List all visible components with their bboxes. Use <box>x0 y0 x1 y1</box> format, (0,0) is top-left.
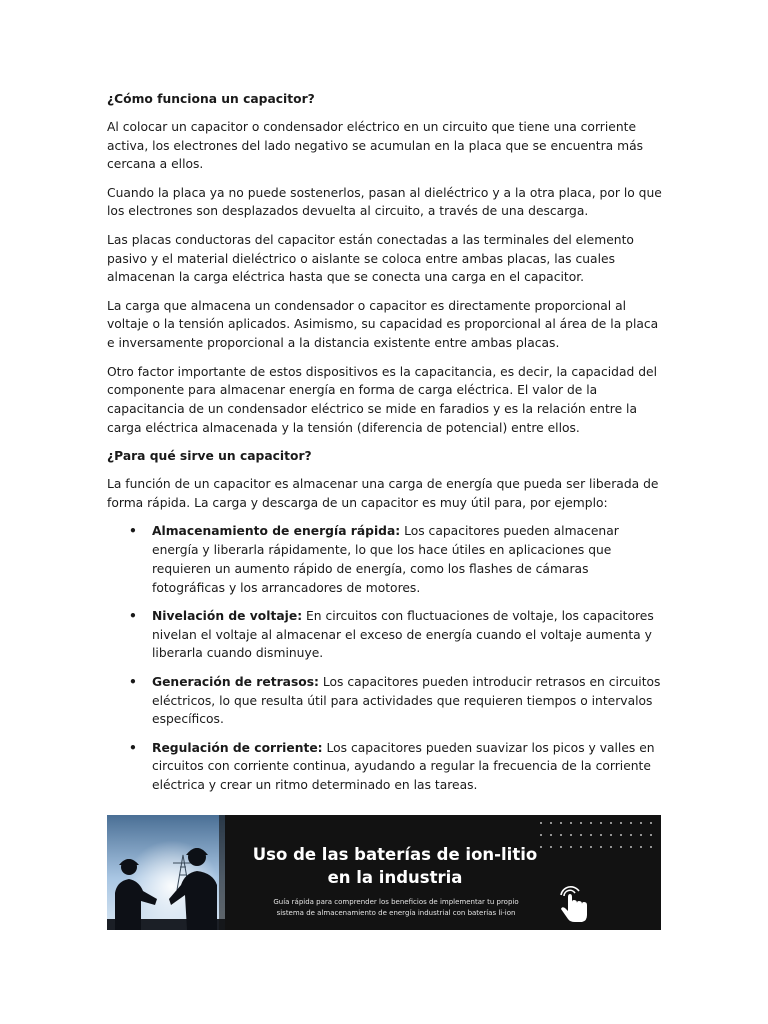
section-heading-how-it-works: ¿Cómo funciona un capacitor? <box>107 92 315 106</box>
list-item-text: En circuitos con fluctuaciones de voltaje, los capacitores nivelan el voltaje al almacenar el exceso de energía cuando el voltaje aumenta y liberarla cuando disminuye. <box>152 608 654 661</box>
bullet-icon: • <box>129 524 137 539</box>
list-item-term: Almacenamiento de energía rápida: <box>152 524 401 539</box>
dot-pattern-decoration <box>537 819 661 851</box>
section-heading-uses: ¿Para qué sirve un capacitor? <box>107 449 312 464</box>
paragraph: La carga que almacena un condensador o capacitor es directamente proporcional al voltaje o la tensión aplicados. Asimismo, su capacidad es proporcional al área de la placa e inversamente proporcional a la distancia existente entre ambas placas. <box>107 298 659 351</box>
list-item <box>107 607 663 663</box>
list-item-text: Los capacitores pueden suavizar los picos y valles en circuitos con corriente continua, ayudando a regular la frecuencia de la corriente eléctrica y crear un ritmo determinado en las tareas. <box>152 740 655 793</box>
hand-pointer-click-icon <box>557 883 591 923</box>
banner-subtitle: Guía rápida para comprender los beneficios de implementar tu propio sistema de almacenamiento de energía industrial con baterías li-ion <box>273 898 519 917</box>
article-body <box>107 90 663 805</box>
promo-banner[interactable] <box>107 815 661 930</box>
bullet-icon: • <box>129 674 137 689</box>
list-item <box>107 673 663 729</box>
bullet-icon: • <box>129 740 137 755</box>
paragraph: Las placas conductoras del capacitor están conectadas a las terminales del elemento pasivo y el material dieléctrico o aislante se coloca entre ambas placas, las cuales almacenan la carga eléctrica hasta que se conecta una carga en el capacitor. <box>107 232 634 285</box>
list-item-text: Los capacitores pueden introducir retrasos en circuitos eléctricos, lo que resulta útil para actividades que requieren tiempos o intervalos específicos. <box>152 674 661 727</box>
paragraph: Cuando la placa ya no puede sostenerlos, pasan al dieléctrico y a la otra placa, por lo que los electrones son desplazados devuelta al circuito, a través de una descarga. <box>107 185 662 219</box>
list-item-text: Los capacitores pueden almacenar energía y liberarla rápidamente, lo que los hace útiles en aplicaciones que requieren un aumento rápido de energía, como los flashes de cámaras fotográficas y los arrancadores de motores. <box>152 524 619 595</box>
list-item <box>107 739 663 795</box>
banner-title: Uso de las baterías de ion-litio en la industria <box>252 845 538 887</box>
paragraph: La función de un capacitor es almacenar una carga de energía que pueda ser liberada de forma rápida. La carga y descarga de un capacitor es muy útil para, por ejemplo: <box>107 477 659 510</box>
uses-list <box>107 522 663 795</box>
list-item-term: Regulación de corriente: <box>152 740 323 755</box>
paragraph: Al colocar un capacitor o condensador eléctrico en un circuito que tiene una corriente activa, los electrones del lado negativo se acumulan en la placa que se encuentra más cercana a ellos. <box>107 119 644 172</box>
list-item-term: Generación de retrasos: <box>152 674 319 689</box>
list-item-term: Nivelación de voltaje: <box>152 608 303 623</box>
list-item <box>107 522 663 597</box>
bullet-icon: • <box>129 608 137 623</box>
paragraph: Otro factor importante de estos dispositivos es la capacitancia, es decir, la capacidad del componente para almacenar energía en forma de carga eléctrica. El valor de la capacitancia de un condensador eléctrico se mide en faradios y es la relación entre la carga eléctrica almacenada y la tensión (diferencia de potencial) entre ellos. <box>107 364 657 435</box>
workers-handshake-photo <box>107 815 225 930</box>
